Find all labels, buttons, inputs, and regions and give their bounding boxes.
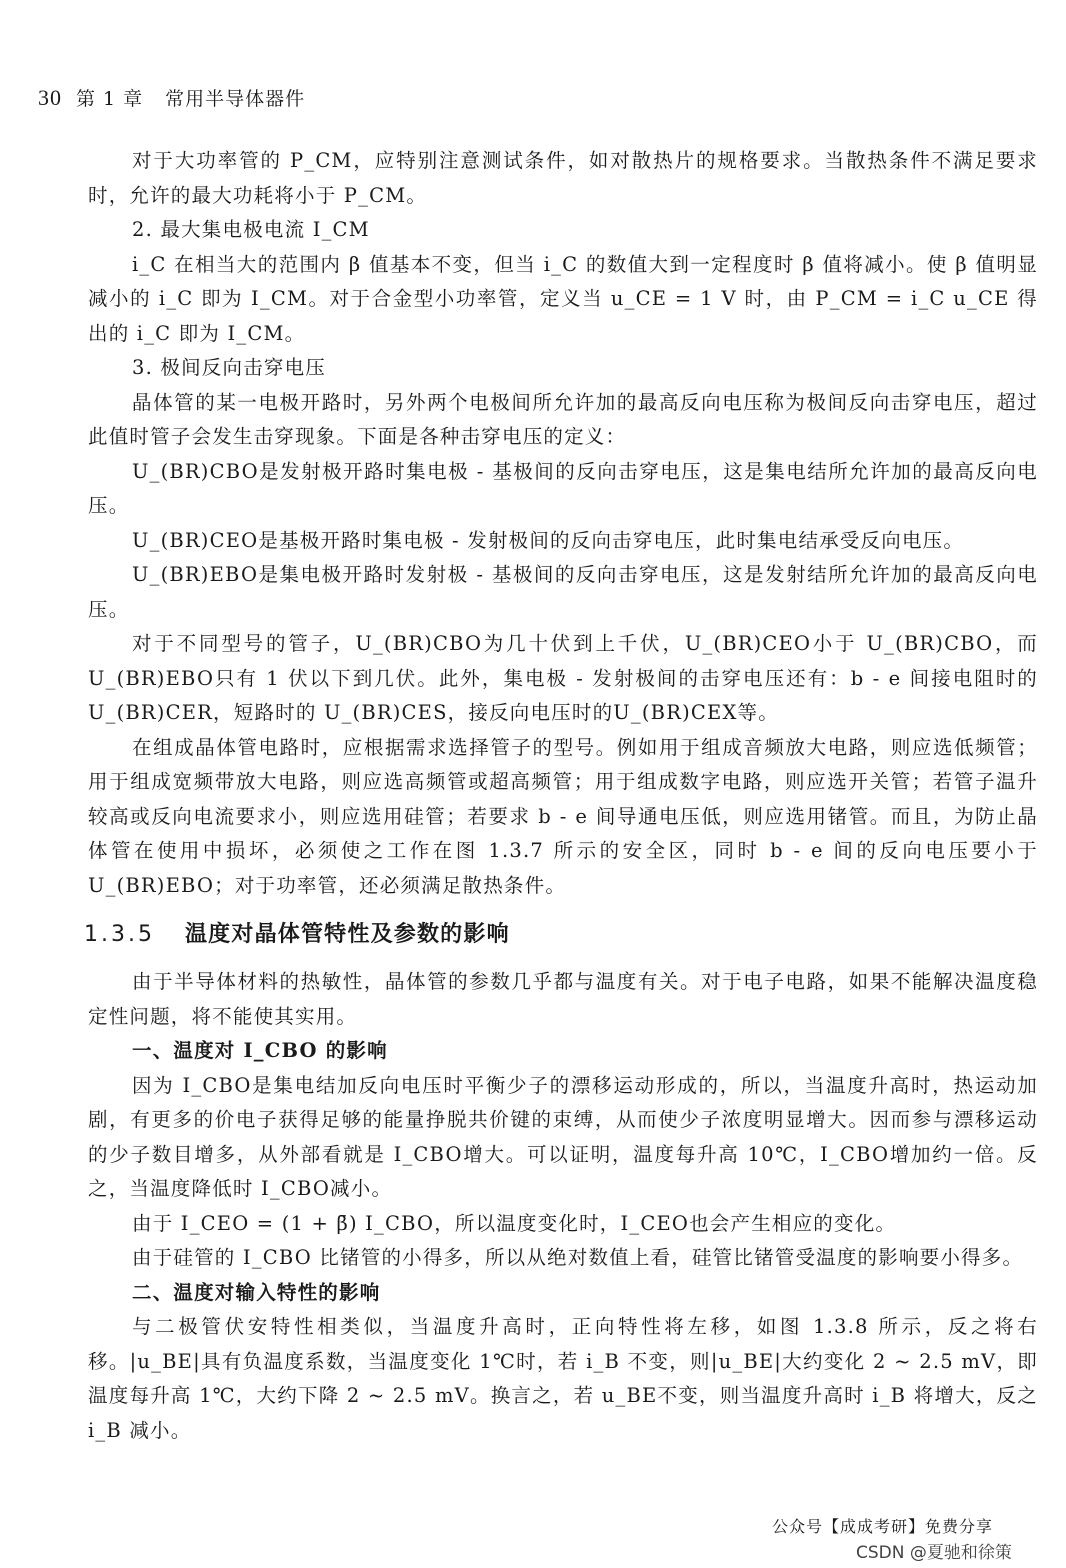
body-text [84, 144, 1038, 1448]
section-title: 温度对晶体管特性及参数的影响 [184, 922, 510, 947]
paragraph: 因为 I_CBO是集电结加反向电压时平衡少子的漂移运动形成的，所以，当温度升高时，热运动加剧，有更多的价电子获得足够的能量挣脱共价键的束缚，从而使少子浓度明显增大。因而参与漂移运动的少子数目增多，从外部看就是 I_CBO增大。可以证明，温度每升高 10℃，I_CBO增加约一倍。反之，当温度降低时 I_CBO减小。 [88, 1073, 1038, 1200]
page-header [38, 84, 305, 111]
promo-footer: 公众号【成成考研】免费分享 [772, 1517, 994, 1536]
paragraph: 对于大功率管的 P_CM，应特别注意测试条件，如对散热片的规格要求。当散热条件不满足要求时，允许的最大功耗将小于 P_CM。 [88, 149, 1038, 207]
paragraph: 与二极管伏安特性相类似，当温度升高时，正向特性将左移，如图 1.3.8 所示，反之将右移。|u_BE|具有负温度系数，当温度变化 1℃时，若 i_B 不变，则|u_BE|大约变化 2 ~ 2.5 mV，即温度每升高 1℃，大约下降 2 ~ 2.5 mV。换言之，若 u_BE不变，则当温度升高时 i_B 将增大，反之 i_B 减小。 [88, 1315, 1038, 1442]
paragraph: i_C 在相当大的范围内 β 值基本不变，但当 i_C 的数值大到一定程度时 β 值将减小。使 β 值明显减小的 i_C 即为 I_CM。对于合金型小功率管，定义当 u_CE = 1 V 时，由 P_CM = i_C u_CE 得出的 i_C 即为 I_CM。 [88, 252, 1038, 345]
definition-paragraph: U_(BR)CEO是基极开路时集电极 - 发射极间的反向击穿电压，此时集电结承受反向电压。 [132, 528, 965, 552]
paragraph: 对于不同型号的管子，U_(BR)CBO为几十伏到上千伏，U_(BR)CEO小于 U_(BR)CBO，而 U_(BR)EBO只有 1 伏以下到几伏。此外，集电极 - 发射极间的击穿电压还有：b - e 间接电阻时的 U_(BR)CER，短路时的 U_(BR)CES，接反向电压时的U_(BR)CEX等。 [88, 632, 1038, 724]
section-number: 1.3.5 [84, 922, 155, 947]
section-heading [84, 917, 1038, 953]
subheading: 一、温度对 I_CBO 的影响 [132, 1039, 388, 1062]
paragraph: 由于 I_CEO = (1 + β̄) I_CBO，所以温度变化时，I_CEO也会产生相应的变化。 [132, 1211, 897, 1235]
paragraph: 由于半导体材料的热敏性，晶体管的参数几乎都与温度有关。对于电子电路，如果不能解决温度稳定性问题，将不能使其实用。 [88, 970, 1038, 1028]
paragraph: 晶体管的某一电极开路时，另外两个电极间所允许加的最高反向电压称为极间反向击穿电压，超过此值时管子会发生击穿现象。下面是各种击穿电压的定义： [88, 390, 1038, 448]
subsection-heading: 3. 极间反向击穿电压 [132, 356, 327, 379]
subheading: 二、温度对输入特性的影响 [132, 1280, 381, 1304]
page-number: 30 [38, 85, 62, 110]
paragraph: 由于硅管的 I_CBO 比锗管的小得多，所以从绝对数值上看，硅管比锗管受温度的影响要小得多。 [132, 1246, 1024, 1269]
chapter-title: 常用半导体器件 [165, 88, 306, 110]
chapter-number: 第 1 章 [76, 88, 144, 110]
subsection-heading: 2. 最大集电极电流 I_CM [132, 218, 370, 241]
paragraph: 在组成晶体管电路时，应根据需求选择管子的型号。例如用于组成音频放大电路，则应选低频管；用于组成宽频带放大电路，则应选高频管或超高频管；用于组成数字电路，则应选开关管；若管子温升较高或反向电流要求小，则应选用硅管；若要求 b - e 间导通电压低，则应选用锗管。而且，为防止晶体管在使用中损坏，必须使之工作在图 1.3.7 所示的安全区，同时 b - e 间的反向电压要小于 U_(BR)EBO；对于功率管，还必须满足散热条件。 [88, 735, 1038, 897]
definition-paragraph: U_(BR)CBO是发射极开路时集电极 - 基极间的反向击穿电压，这是集电结所允许加的最高反向电压。 [88, 459, 1038, 517]
watermark: CSDN @夏驰和徐策 [856, 1543, 1012, 1563]
definition-paragraph: U_(BR)EBO是集电极开路时发射极 - 基极间的反向击穿电压，这是发射结所允许加的最高反向电压。 [88, 563, 1038, 621]
